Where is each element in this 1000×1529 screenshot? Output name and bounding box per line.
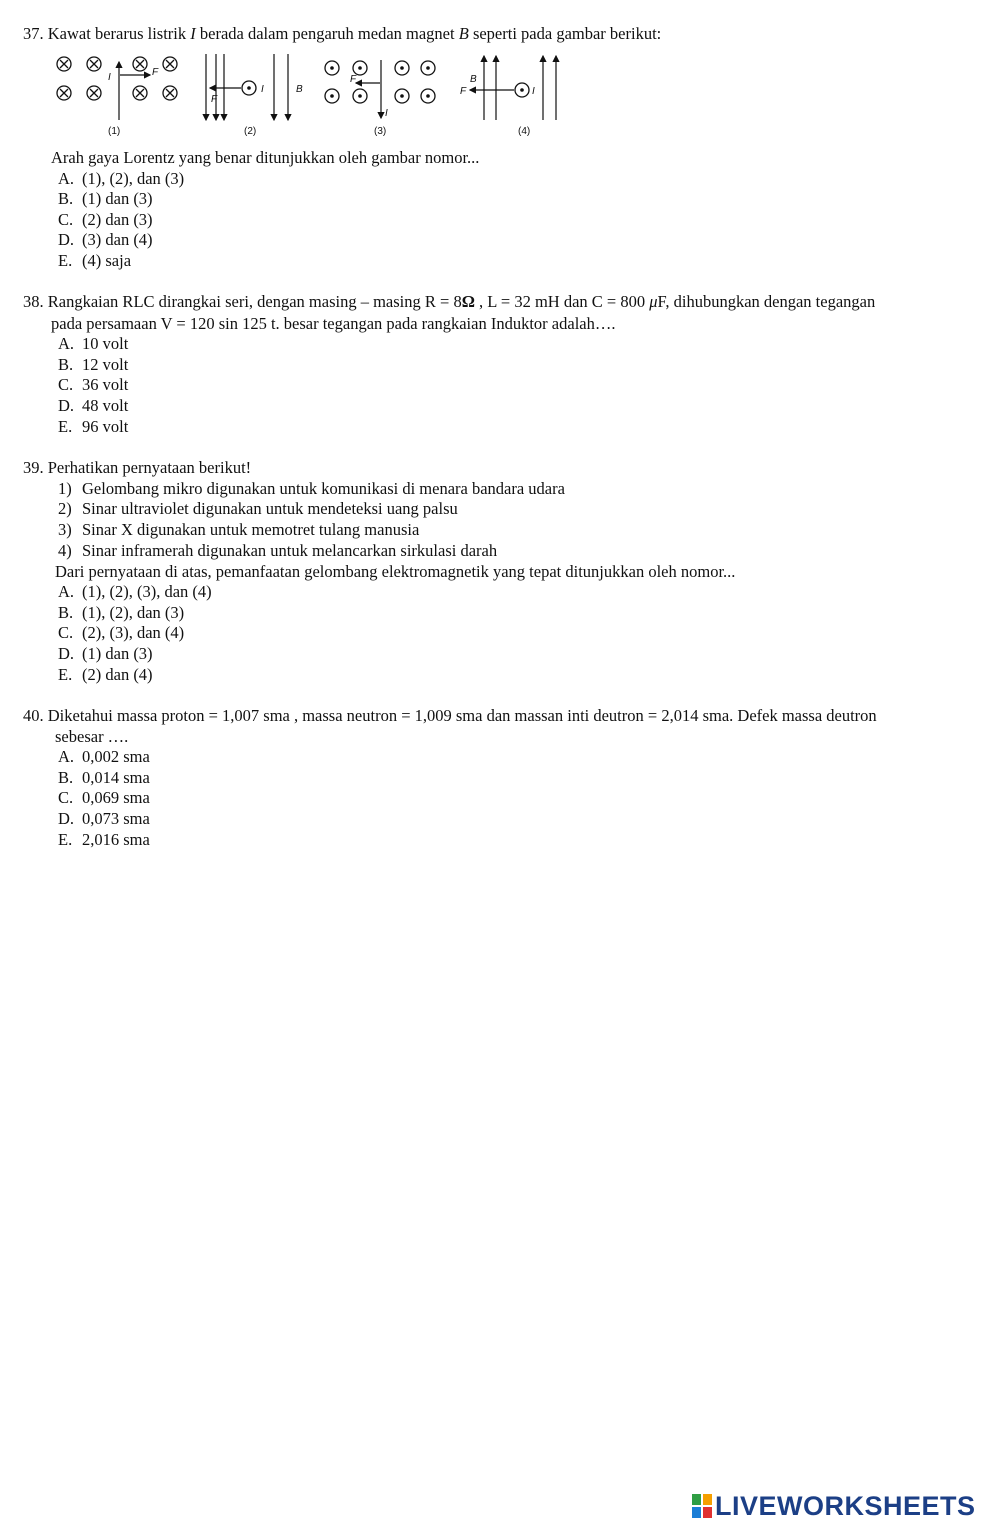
- panel3-number: (3): [374, 126, 387, 137]
- panel3-force-label: F: [350, 74, 357, 85]
- q37-option-b[interactable]: B. (1) dan (3): [58, 189, 153, 208]
- q37-option-a[interactable]: A. (1), (2), dan (3): [58, 169, 185, 188]
- panel2-current-label: I: [261, 84, 264, 95]
- q37-option-d[interactable]: D. (3) dan (4): [58, 230, 153, 249]
- panel4-number: (4): [518, 126, 531, 137]
- q40-option-d[interactable]: D. 0,073 sma: [58, 809, 150, 828]
- panel1-number: (1): [108, 126, 121, 137]
- q39-option-a[interactable]: A. (1), (2), (3), dan (4): [58, 582, 212, 601]
- lorentz-force-figure: [50, 50, 570, 142]
- panel2-field-label: B: [296, 84, 303, 95]
- q39-statement-3: 3) Sinar X digunakan untuk memotret tulang manusia: [58, 520, 420, 539]
- panel3-current-label: I: [385, 108, 388, 119]
- q40-option-e[interactable]: E. 2,016 sma: [58, 830, 150, 849]
- q40-stem-line2: sebesar ….: [55, 727, 129, 746]
- q39-stem: 39. Perhatikan pernyataan berikut!: [23, 458, 252, 477]
- panel4-force-label: F: [460, 86, 467, 97]
- figure-panel-2: [206, 54, 303, 137]
- panel1-current-label: I: [108, 72, 111, 83]
- q38-stem: 38. Rangkaian RLC dirangkai seri, dengan masing – masing R = 8Ω , L = 32 mH dan C = 800 μF, dihubungkan dengan tegangan: [23, 292, 876, 311]
- q40-option-a[interactable]: A. 0,002 sma: [58, 747, 150, 766]
- q39-statement-1: 1) Gelombang mikro digunakan untuk komunikasi di menara bandara udara: [58, 479, 565, 498]
- figure-panel-3: [325, 60, 435, 137]
- panel2-number: (2): [244, 126, 257, 137]
- q38-stem-line2: pada persamaan V = 120 sin 125 t. besar tegangan pada rangkaian Induktor adalah….: [51, 314, 616, 333]
- panel2-force-label: F: [211, 94, 218, 105]
- q39-statement-2: 2) Sinar ultraviolet digunakan untuk mendeteksi uang palsu: [58, 499, 458, 518]
- q38-option-d[interactable]: D. 48 volt: [58, 396, 129, 415]
- q40-option-b[interactable]: B. 0,014 sma: [58, 768, 150, 787]
- brand-name: LIVEWORKSHEETS: [715, 1490, 976, 1521]
- liveworksheets-grid-icon: [692, 1494, 712, 1518]
- liveworksheets-logo[interactable]: [692, 1490, 976, 1522]
- figure-panel-1: [57, 57, 177, 137]
- q39-option-b[interactable]: B. (1), (2), dan (3): [58, 603, 185, 622]
- panel4-current-label: I: [532, 86, 535, 97]
- q40-stem: 40. Diketahui massa proton = 1,007 sma , massa neutron = 1,009 sma dan massan inti deutron = 2,014 sma. Defek massa deutron: [23, 706, 877, 725]
- q37-option-c[interactable]: C. (2) dan (3): [58, 210, 153, 229]
- q39-statement-4: 4) Sinar inframerah digunakan untuk melancarkan sirkulasi darah: [58, 541, 498, 560]
- q38-option-c[interactable]: C. 36 volt: [58, 375, 129, 394]
- panel4-field-label: B: [470, 74, 477, 85]
- q37-prompt: Arah gaya Lorentz yang benar ditunjukkan oleh gambar nomor...: [51, 148, 480, 167]
- q39-prompt: Dari pernyataan di atas, pemanfaatan gelombang elektromagnetik yang tepat ditunjukkan oleh nomor...: [55, 562, 736, 581]
- q39-option-c[interactable]: C. (2), (3), dan (4): [58, 623, 185, 642]
- q40-option-c[interactable]: C. 0,069 sma: [58, 788, 150, 807]
- panel1-force-label: F: [152, 67, 159, 78]
- q39-option-d[interactable]: D. (1) dan (3): [58, 644, 153, 663]
- q39-option-e[interactable]: E. (2) dan (4): [58, 665, 153, 684]
- q38-option-b[interactable]: B. 12 volt: [58, 355, 129, 374]
- figure-panel-4: [460, 56, 556, 137]
- q38-option-a[interactable]: A. 10 volt: [58, 334, 129, 353]
- q37-option-e[interactable]: E. (4) saja: [58, 251, 132, 270]
- q37-stem: 37. Kawat berarus listrik I berada dalam pengaruh medan magnet B seperti pada gambar berikut:: [23, 24, 662, 43]
- q38-option-e[interactable]: E. 96 volt: [58, 417, 129, 436]
